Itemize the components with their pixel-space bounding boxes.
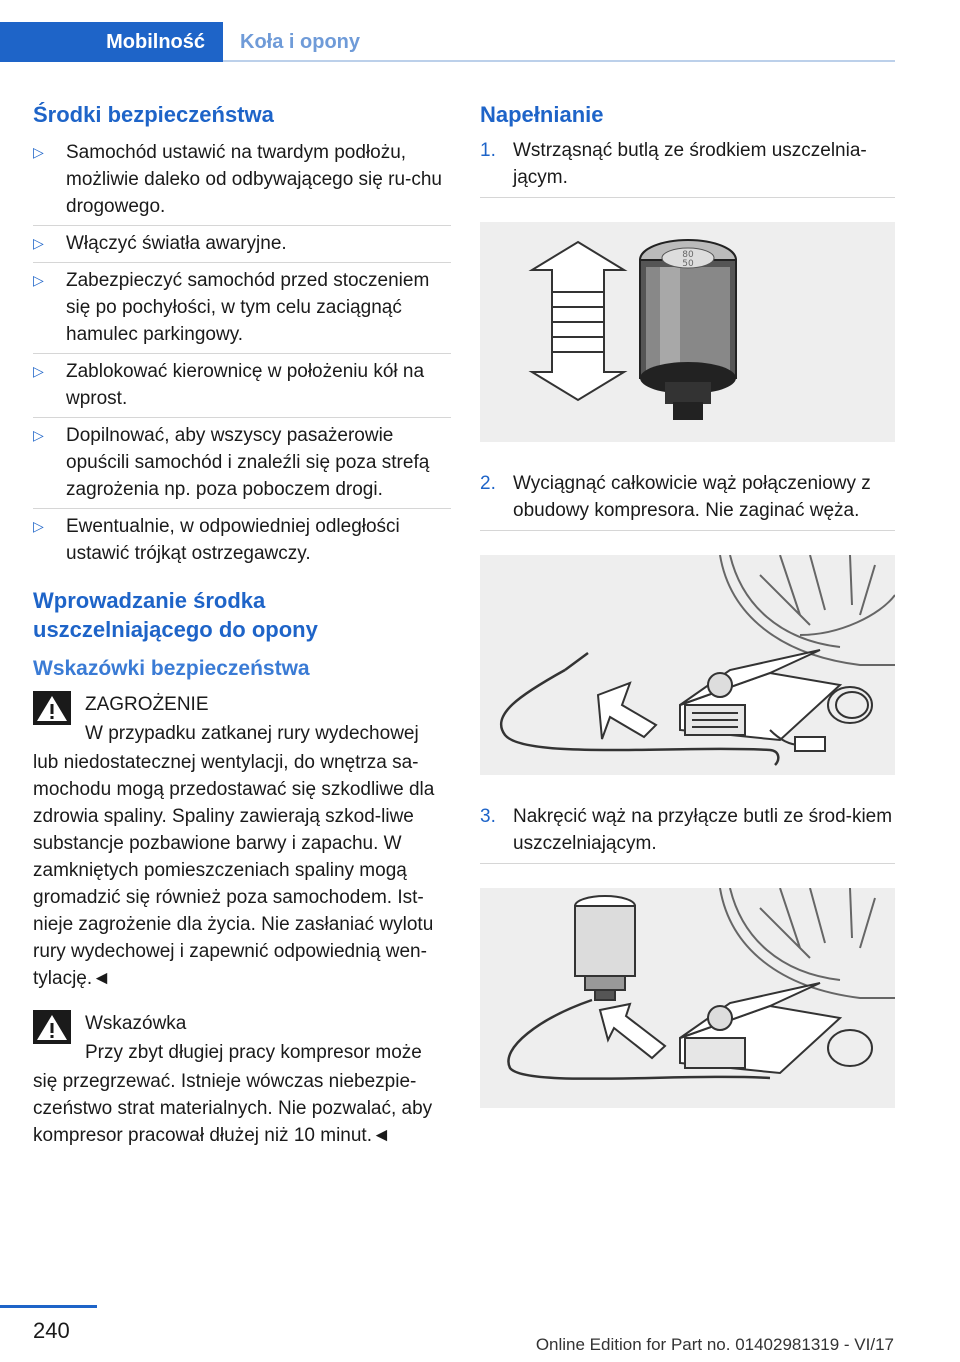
- list-item-text: Zabezpieczyć samochód przed stoczeniem się po pochyłości, w tym celu zaciągnąć hamulec parkingowy.: [66, 270, 430, 345]
- up-down-arrow-icon: [532, 242, 624, 400]
- list-item: [33, 354, 451, 418]
- wheel-tire: [720, 555, 895, 665]
- section-heading: Wprowadzanie środka uszczelniającego do opony: [33, 588, 318, 642]
- figure-shake-bottle: [480, 222, 895, 442]
- tab-kola-i-opony[interactable]: Koła i opony: [240, 31, 360, 53]
- list-item-text: Zablokować kierownicę w położeniu kół na wprost.: [66, 361, 425, 409]
- step-text: Wyciągnąć całkowicie wąż połączeniowy z obudowy kompresora. Nie zaginać węża.: [513, 473, 871, 521]
- list-item-text: Samochód ustawić na twardym podłożu, możliwie daleko od odbywającego się ru-chu drogowego.: [66, 142, 442, 217]
- step-text: Wstrząsnąć butlą ze środkiem uszczelnia-jącym.: [513, 140, 867, 188]
- list-item-text: Dopilnować, aby wszyscy pasażerowie opuścili samochód i znaleźli się poza strefą zagrożenia np. poza poboczem drogi.: [66, 425, 430, 500]
- figure-connect-hose: [480, 888, 895, 1108]
- step-number: 2.: [480, 473, 496, 494]
- list-item-text: Włączyć światła awaryjne.: [66, 233, 287, 254]
- page-number: 240: [33, 1318, 70, 1343]
- bottle-upside-down: [575, 896, 635, 1000]
- triangle-bullet-icon: ▷: [33, 518, 44, 534]
- arrow-icon: [598, 683, 656, 739]
- right-column: [480, 100, 895, 1132]
- danger-text: lub niedostatecznej wentylacji, do wnętrza sa-mochodu mogą przedostawać się szkodliwe dla zdrowia spaliny. Spaliny zawierają szkod-liwe substancje pozbawione barwy i zapachu. W zamkniętych pomieszczeniach spaliny mogą gromadzić się również poza samochodem. Ist-nieje zagrożenie dla życia. Nie zasłaniać wylotu rury wydechowej i zapewnić odpowiednią wen-tylację.◄: [33, 752, 435, 989]
- wheel-tire: [720, 888, 895, 998]
- edition-footer: Online Edition for Part no. 01402981319 - VI/17: [535, 1335, 894, 1354]
- step-item: [480, 799, 895, 864]
- triangle-bullet-icon: ▷: [33, 144, 44, 160]
- step-item: [480, 133, 895, 198]
- list-item-text: Ewentualnie, w odpowiedniej odległości ustawić trójkąt ostrzegawczy.: [66, 516, 400, 564]
- subsection-heading: Wskazówki bezpieczeństwa: [33, 657, 310, 680]
- list-item: [33, 226, 451, 263]
- bottle-label-80: 80: [682, 250, 694, 260]
- triangle-bullet-icon: ▷: [33, 235, 44, 251]
- note-title: Wskazówka: [85, 1013, 187, 1034]
- warning-icon: [33, 1010, 71, 1044]
- danger-text-first: W przypadku zatkanej rury wydechowej: [85, 723, 419, 744]
- step-number: 3.: [480, 806, 496, 827]
- page-number-bar: [0, 1305, 97, 1308]
- list-item: [33, 418, 451, 509]
- bottle-label-50: 50: [682, 259, 694, 269]
- arrow-icon: [600, 1004, 665, 1058]
- triangle-bullet-icon: ▷: [33, 427, 44, 443]
- compressor-hose-illustration: [480, 555, 895, 775]
- list-item: [33, 509, 451, 572]
- note-text: się przegrzewać. Istnieje wówczas niebezpie-czeństwo strat materialnych. Nie pozwalać, aby kompresor pracował dłużej niż 10 minut.◄: [33, 1071, 433, 1146]
- figure-pull-hose: [480, 555, 895, 775]
- step-item: [480, 466, 895, 531]
- list-item: [33, 263, 451, 354]
- danger-box: [33, 691, 451, 992]
- warning-icon: [33, 691, 71, 725]
- note-box: [33, 1010, 451, 1149]
- bottle-shake-illustration: [480, 222, 895, 442]
- sealant-bottle: [640, 240, 736, 420]
- left-column: [33, 100, 451, 1149]
- header-divider: [223, 60, 895, 62]
- danger-title: ZAGROŻENIE: [85, 694, 209, 715]
- bottle-hose-connect-illustration: [480, 888, 895, 1108]
- triangle-bullet-icon: ▷: [33, 272, 44, 288]
- steps-list: [480, 133, 895, 1108]
- filling-heading: Napełnianie: [480, 102, 604, 127]
- list-item: [33, 135, 451, 226]
- note-text-first: Przy zbyt długiej pracy kompresor może: [85, 1042, 422, 1063]
- header-tabs: [0, 22, 895, 62]
- triangle-bullet-icon: ▷: [33, 363, 44, 379]
- step-text: Nakręcić wąż na przyłącze butli ze środ-kiem uszczelniającym.: [513, 806, 893, 854]
- tab-mobilnosc[interactable]: Mobilność: [0, 22, 223, 62]
- compressor: [680, 983, 872, 1073]
- safety-list: [33, 135, 451, 572]
- safety-heading: Środki bezpieczeństwa: [33, 102, 274, 127]
- compressor: [680, 650, 840, 740]
- step-number: 1.: [480, 140, 496, 161]
